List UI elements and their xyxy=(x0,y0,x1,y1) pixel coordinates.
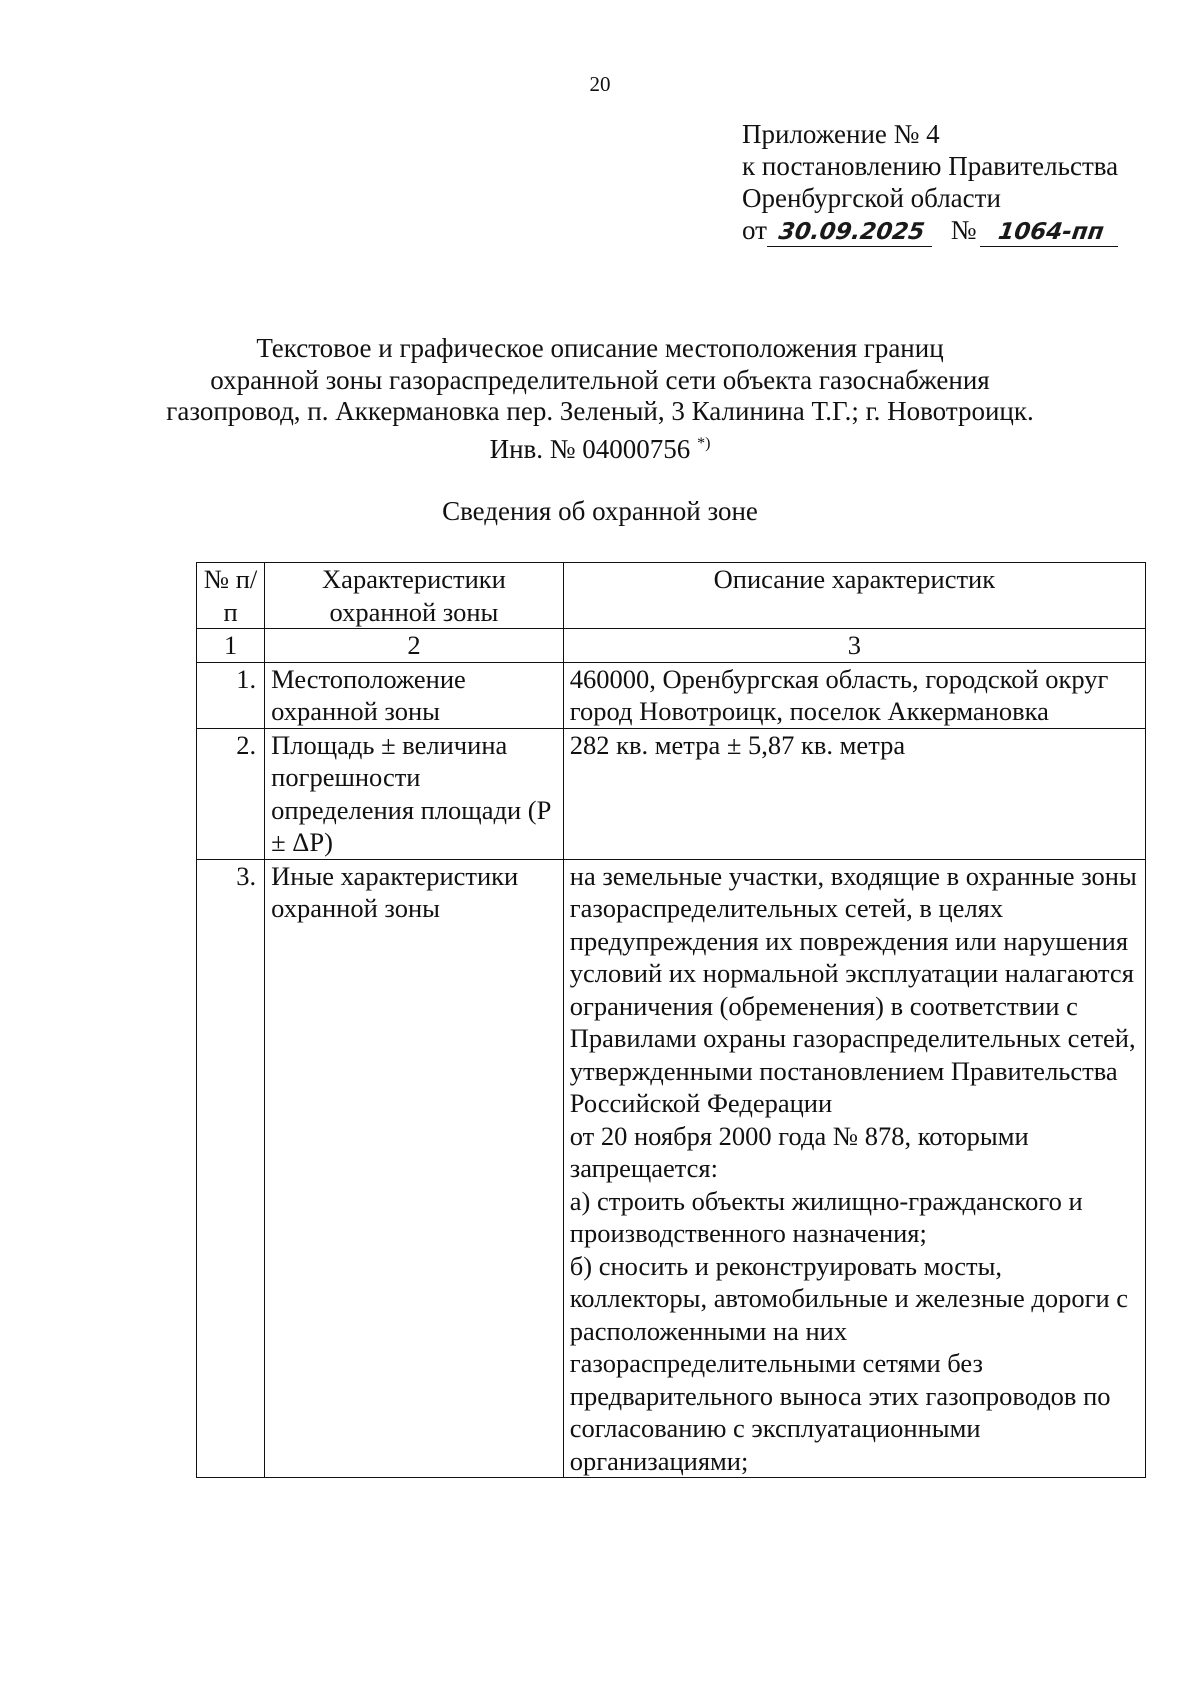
header-col-characteristics: Характеристики охранной зоны xyxy=(265,563,564,629)
table-row xyxy=(197,728,1146,859)
row-characteristic: Площадь ± величина погрешности определения площади (P ± ΔP) xyxy=(265,728,564,859)
row-characteristic: Иные характеристики охранной зоны xyxy=(265,859,564,1478)
row-description: 460000, Оренбургская область, городской округ город Новотроицк, поселок Аккермановка xyxy=(563,662,1145,728)
appendix-resolution: к постановлению Правительства xyxy=(742,151,1119,181)
numbering-cell-3: 3 xyxy=(563,629,1145,663)
row-description xyxy=(563,859,1145,1478)
zone-info-table xyxy=(196,562,1146,1478)
inventory-number: Инв. № 04000756 xyxy=(489,433,691,464)
date-prefix: от xyxy=(742,215,767,245)
row-number: 2. xyxy=(197,728,265,859)
appendix-title: Приложение № 4 xyxy=(742,119,940,149)
header-col-description: Описание характеристик xyxy=(563,563,1145,629)
title-line-1: Текстовое и графическое описание местоположения границ xyxy=(256,333,944,363)
footnote-mark: *) xyxy=(697,434,711,452)
appendix-date-line xyxy=(742,214,1120,247)
row-number: 3. xyxy=(197,859,265,1478)
restrictions-reference: от 20 ноября 2000 года № 878, которыми запрещается: xyxy=(569,1120,1029,1183)
table-row xyxy=(197,859,1146,1478)
title-line-3: газопровод, п. Аккермановка пер. Зеленый, 3 Калинина Т.Г.; г. Новотроицк. xyxy=(166,396,1034,426)
row-number: 1. xyxy=(197,662,265,728)
handwritten-date: 30.09.2025 xyxy=(767,218,936,247)
table-header-row xyxy=(197,563,1146,629)
restriction-item-b: б) сносить и реконструировать мосты, коллекторы, автомобильные и железные дороги с расположенными на них газораспределительными сетями без предварительного выноса этих газопроводов по согласованию с эксплуатационными организациями; xyxy=(569,1250,1129,1476)
page-number: 20 xyxy=(589,72,611,96)
table-numbering-row xyxy=(197,629,1146,663)
handwritten-number: 1064-пп xyxy=(980,218,1122,247)
appendix-block xyxy=(742,118,1120,247)
header-col-number: № п/п xyxy=(197,563,265,629)
numbering-cell-2: 2 xyxy=(265,629,564,663)
table-row xyxy=(197,662,1146,728)
row-characteristic: Местоположение охранной зоны xyxy=(265,662,564,728)
row-description: 282 кв. метра ± 5,87 кв. метра xyxy=(563,728,1145,859)
title-line-2: охранной зоны газораспределительной сети объекта газоснабжения xyxy=(210,364,990,395)
number-sign: № xyxy=(950,215,977,245)
document-title xyxy=(0,333,1200,465)
restrictions-intro: на земельные участки, входящие в охранные зоны газораспределительных сетей, в целях предупреждения их повреждения или нарушения условий их нормальной эксплуатации налагаются ограничения (обременения) в соответствии с Правилами охраны газораспределительных сетей, утвержденными постановлением Правительства Российской Федерации xyxy=(569,860,1137,1118)
section-subtitle: Сведения об охранной зоне xyxy=(442,496,758,526)
numbering-cell-1: 1 xyxy=(197,629,265,663)
appendix-region: Оренбургской области xyxy=(742,183,1001,213)
restriction-item-a: а) строить объекты жилищно-гражданского и производственного назначения; xyxy=(569,1185,1083,1248)
title-line-4 xyxy=(0,428,1200,466)
